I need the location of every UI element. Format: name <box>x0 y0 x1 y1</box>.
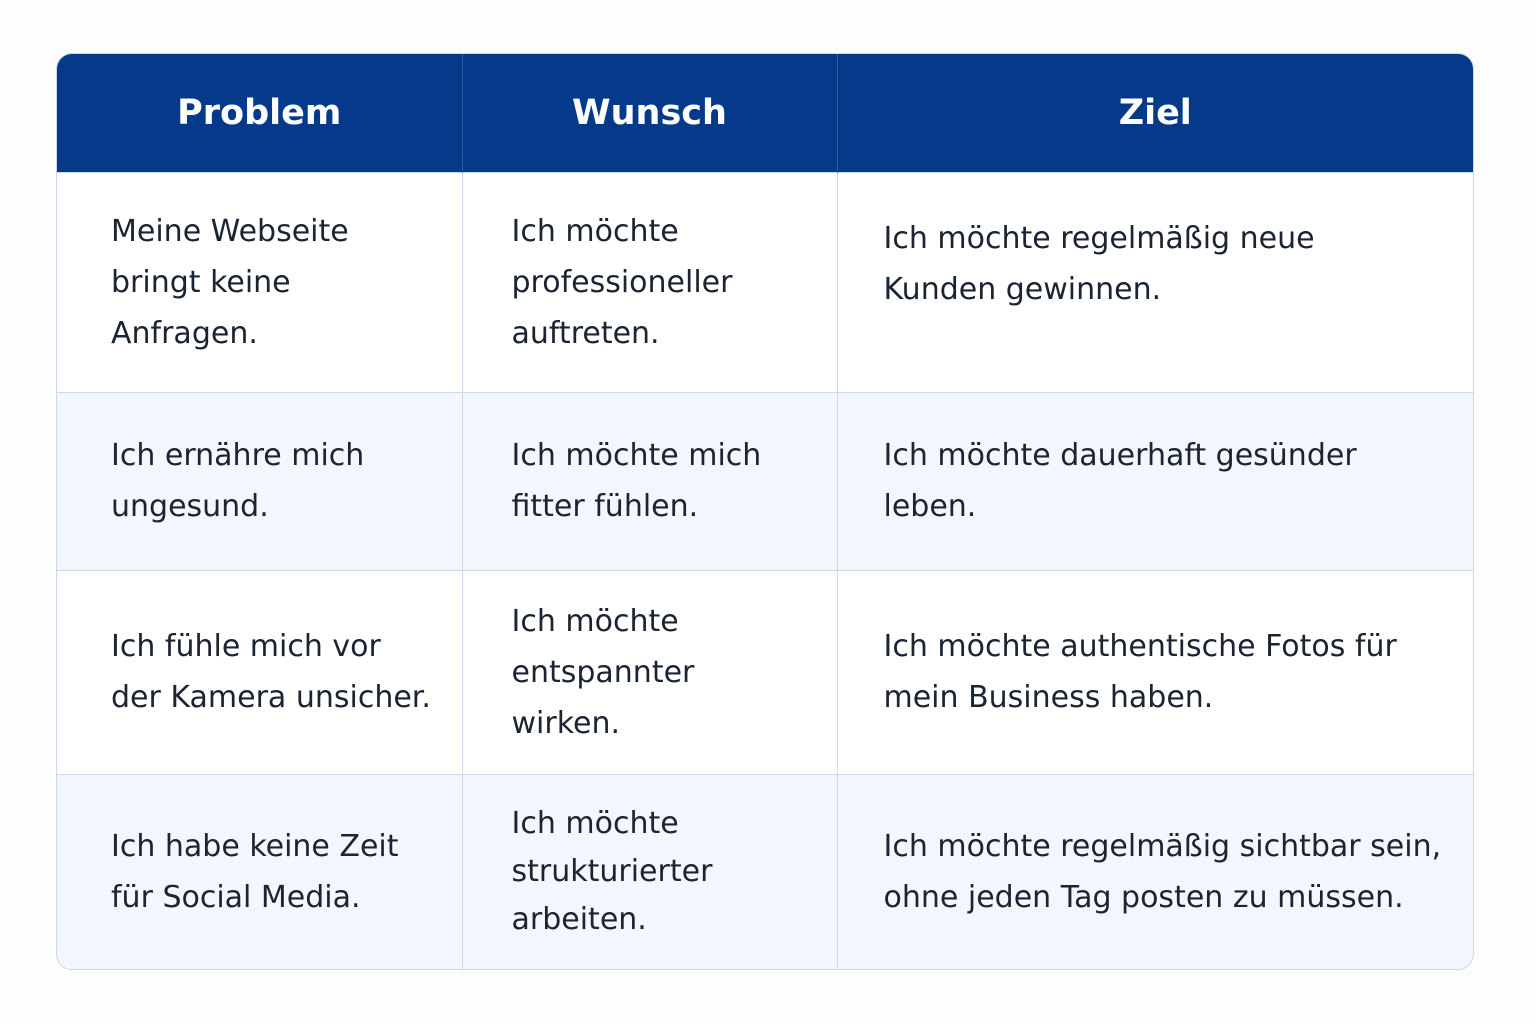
cell-problem-text: Ich fühle mich vor der Kamera unsicher. <box>111 629 431 715</box>
cell-ziel <box>837 570 1473 774</box>
cell-ziel-text: Ich möchte regelmäßig neue Kunden gewinnen. <box>883 220 1315 307</box>
cell-problem <box>57 570 462 774</box>
cell-ziel-text: Ich möchte regelmäßig sichtbar sein, ohne jeden Tag posten zu müssen. <box>883 828 1442 915</box>
cell-wunsch <box>462 774 837 969</box>
cell-problem <box>57 172 462 392</box>
cell-wunsch-text: Ich möchte entspannter wirken. <box>511 603 695 741</box>
header-ziel: Ziel <box>837 54 1473 172</box>
cell-ziel <box>837 774 1473 969</box>
cell-ziel <box>837 392 1473 570</box>
cell-ziel <box>837 172 1473 392</box>
cell-problem <box>57 774 462 969</box>
table-header <box>57 54 1473 172</box>
cell-problem <box>57 392 462 570</box>
cell-wunsch-text: Ich möchte strukturierter arbeiten. <box>511 805 713 937</box>
cell-problem-text: Ich habe keine Zeit für Social Media. <box>111 828 399 915</box>
table-body <box>57 172 1473 969</box>
cell-ziel-text: Ich möchte dauerhaft gesünder leben. <box>883 438 1357 524</box>
cell-ziel-text: Ich möchte authentische Fotos für mein Business haben. <box>883 629 1397 715</box>
comparison-table <box>57 54 1473 969</box>
table-row <box>57 774 1473 969</box>
table-row <box>57 570 1473 774</box>
comparison-table-card <box>56 53 1474 970</box>
table-row <box>57 172 1473 392</box>
cell-wunsch-text: Ich möchte mich fitter fühlen. <box>511 438 762 524</box>
cell-wunsch <box>462 172 837 392</box>
cell-wunsch-text: Ich möchte professioneller auftreten. <box>511 213 733 351</box>
header-row <box>57 54 1473 172</box>
cell-problem-text: Ich ernähre mich ungesund. <box>111 438 365 524</box>
cell-wunsch <box>462 392 837 570</box>
cell-wunsch <box>462 570 837 774</box>
cell-problem-text: Meine Webseite bringt keine Anfragen. <box>111 213 349 351</box>
header-wunsch: Wunsch <box>462 54 837 172</box>
header-problem: Problem <box>57 54 462 172</box>
table-row <box>57 392 1473 570</box>
